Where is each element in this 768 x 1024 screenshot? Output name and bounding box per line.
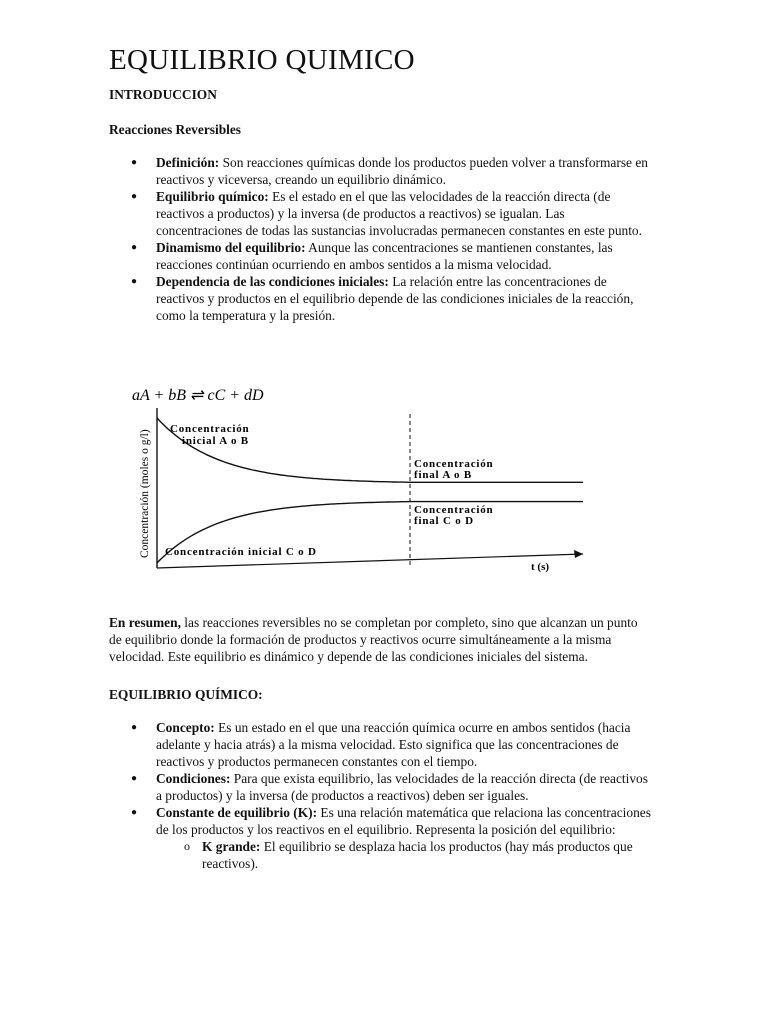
section1-list (109, 154, 654, 324)
sub-list (109, 838, 654, 872)
sub-item-text: El equilibrio se desplaza hacia los productos (hay más productos que reactivos). (202, 839, 633, 871)
list-item (109, 154, 654, 188)
list-item (109, 239, 654, 273)
intro-heading: INTRODUCCION (109, 87, 217, 102)
item-text: Es el estado en el que las velocidades de la reacción directa (de reactivos a productos) y la inversa (de productos a reactivos) se igualan. Las concentraciones de todas las sustancias involucradas permanecen constantes en este punto. (156, 189, 642, 238)
list-item (109, 770, 654, 804)
list-item (109, 719, 654, 770)
item-term: Dependencia de las condiciones iniciales: (156, 274, 389, 289)
label-initial-ab-line2: inicial A o B (182, 435, 249, 447)
label-final-cd-line1: Concentración (414, 504, 494, 516)
section2-list (109, 719, 654, 872)
item-text: La relación entre las concentraciones de reactivos y productos en el equilibrio depende de las condiciones iniciales de la reacción, como la temperatura y la presión. (156, 274, 634, 323)
label-initial-ab-line1: Concentración (170, 423, 250, 435)
label-initial-cd: Concentración inicial C o D (165, 546, 317, 558)
sub-list-item (109, 838, 654, 872)
chart-equation: aA + bB ⇌ cC + dD (132, 387, 264, 404)
x-axis-arrow (574, 550, 583, 558)
bullet-icon: ● (131, 773, 138, 784)
summary-text: las reacciones reversibles no se completan por completo, sino que alcanzan un punto de equilibrio donde la formación de productos y reactivos ocurre simultáneamente a la misma velocidad. Este equilibrio es dinámico y depende de las condiciones iniciales del sistema. (109, 615, 638, 665)
bullet-icon: ● (131, 242, 138, 253)
bullet-icon: ● (131, 191, 138, 202)
list-item (109, 273, 654, 324)
item-text: Son reacciones químicas donde los productos pueden volver a transformarse en reactivos y viceversa, creando un equilibrio dinámico. (156, 155, 648, 187)
item-text: Para que exista equilibrio, las velocidades de la reacción directa (de reactivos a productos) y la inversa (de productos a reactivos) deben ser iguales. (156, 771, 648, 803)
bullet-icon: ● (131, 276, 138, 287)
item-term: Dinamismo del equilibrio: (156, 240, 306, 255)
section1-heading: Reacciones Reversibles (109, 122, 242, 137)
y-axis-label: Concentración (moles o g/l) (139, 429, 151, 558)
x-axis-label: t (s) (531, 561, 550, 573)
label-final-ab-line2: final A o B (414, 469, 473, 481)
item-text: Es una relación matemática que relaciona las concentraciones de los productos y los reactivos en el equilibrio. Representa la posición del equilibrio: (156, 805, 651, 837)
list-item (109, 188, 654, 239)
item-term: Concepto: (156, 720, 215, 735)
bullet-icon: ● (131, 722, 138, 733)
item-term: Definición: (156, 155, 220, 170)
sub-item-term: K grande: (202, 839, 261, 854)
item-term: Equilibrio químico: (156, 189, 269, 204)
circle-bullet-icon: o (184, 839, 190, 853)
section2-heading: EQUILIBRIO QUÍMICO: (109, 687, 263, 702)
summary-paragraph (109, 614, 649, 665)
list-item (109, 804, 654, 872)
item-term: Constante de equilibrio (K): (156, 805, 318, 820)
equilibrium-chart (128, 380, 598, 580)
label-final-ab-line1: Concentración (414, 458, 494, 470)
page-title: EQUILIBRIO QUIMICO (109, 44, 415, 76)
label-final-cd-line2: final C o D (414, 515, 474, 527)
bullet-icon: ● (131, 807, 138, 818)
summary-term: En resumen, (109, 615, 181, 631)
item-term: Condiciones: (156, 771, 231, 786)
item-text: Aunque las concentraciones se mantienen constantes, las reacciones continúan ocurriendo en ambos sentidos a la misma velocidad. (156, 240, 613, 272)
item-text: Es un estado en el que una reacción química ocurre en ambos sentidos (hacia adelante y hacia atrás) a la misma velocidad. Esto significa que las concentraciones de reactivos y productos permanecen constantes con el tiempo. (156, 720, 631, 769)
bullet-icon: ● (131, 157, 138, 168)
